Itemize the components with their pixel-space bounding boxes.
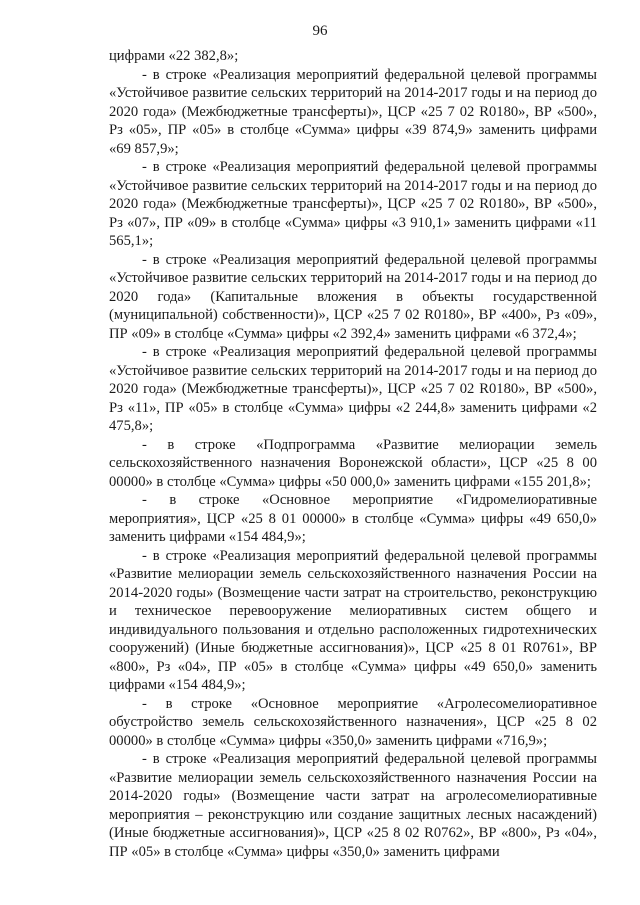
- paragraph-amendment: - в строке «Реализация мероприятий федеральной целевой программы «Развитие мелиорации земель сельскохозяйственного назначения России на 2014-2020 годы» (Возмещение части затрат на агролесомелиоративные мероприятия – реконструкцию или создание защитных лесных насаждений) (Иные бюджетные ассигнования)», ЦСР «25 8 02 R0762», ВР «800», Рз «04», ПР «05» в столбце «Сумма» цифры «350,0» заменить цифрами: [109, 751, 597, 860]
- page-number: 96: [312, 23, 328, 39]
- paragraph-amendment: - в строке «Реализация мероприятий федеральной целевой программы «Устойчивое развитие сельских территорий на 2014-2017 годы и на период до 2020 года» (Межбюджетные трансферты)», ЦСР «25 7 02 R0180», ВР «500», Рз «05», ПР «05» в столбце «Сумма» цифры «39 874,9» заменить цифрами «69 857,9»;: [109, 66, 597, 157]
- paragraph-continuation: цифрами «22 382,8»;: [109, 48, 239, 64]
- paragraph-amendment: - в строке «Реализация мероприятий федеральной целевой программы «Развитие мелиорации земель сельскохозяйственного назначения России на 2014-2020 годы» (Возмещение части затрат на строительство, реконструкцию и техническое перевооружение мелиоративных систем общего и индивидуального пользования и отдельно расположенных гидротехнических сооружений) (Иные бюджетные ассигнования)», ЦСР «25 8 01 R0761», ВР «800», Рз «04», ПР «05» в столбце «Сумма» цифры «49 650,0» заменить цифрами «154 484,9»;: [109, 547, 597, 693]
- paragraph-amendment: - в строке «Подпрограмма «Развитие мелиорации земель сельскохозяйственного назначения Воронежской области», ЦСР «25 8 00 00000» в столбце «Сумма» цифры «50 000,0» заменить цифрами «155 201,8»;: [109, 436, 597, 490]
- paragraph-amendment: - в строке «Реализация мероприятий федеральной целевой программы «Устойчивое развитие сельских территорий на 2014-2017 годы и на период до 2020 года» (Межбюджетные трансферты)», ЦСР «25 7 02 R0180», ВР «500», Рз «07», ПР «09» в столбце «Сумма» цифры «3 910,1» заменить цифрами «11 565,1»;: [109, 159, 597, 249]
- document-body: [109, 47, 597, 861]
- paragraph-amendment: - в строке «Реализация мероприятий федеральной целевой программы «Устойчивое развитие сельских территорий на 2014-2017 годы и на период до 2020 года» (Капитальные вложения в объекты государственной (муниципальной) собственности)», ЦСР «25 7 02 R0180», ВР «400», Рз «09», ПР «09» в столбце «Сумма» цифры «2 392,4» заменить цифрами «6 372,4»;: [109, 251, 597, 342]
- paragraph-amendment: - в строке «Основное мероприятие «Агролесомелиоративное обустройство земель сельскохозяйственного назначения», ЦСР «25 8 02 00000» в столбце «Сумма» цифры «350,0» заменить цифрами «716,9»;: [109, 695, 597, 749]
- paragraph-amendment: - в строке «Основное мероприятие «Гидромелиоративные мероприятия», ЦСР «25 8 01 00000» в столбце «Сумма» цифры «49 650,0» заменить цифрами «154 484,9»;: [109, 492, 597, 545]
- paragraph-amendment: - в строке «Реализация мероприятий федеральной целевой программы «Устойчивое развитие сельских территорий на 2014-2017 годы и на период до 2020 года» (Межбюджетные трансферты)», ЦСР «25 7 02 R0180», ВР «500», Рз «11», ПР «05» в столбце «Сумма» цифры «2 244,8» заменить цифрами «2 475,8»;: [109, 344, 597, 434]
